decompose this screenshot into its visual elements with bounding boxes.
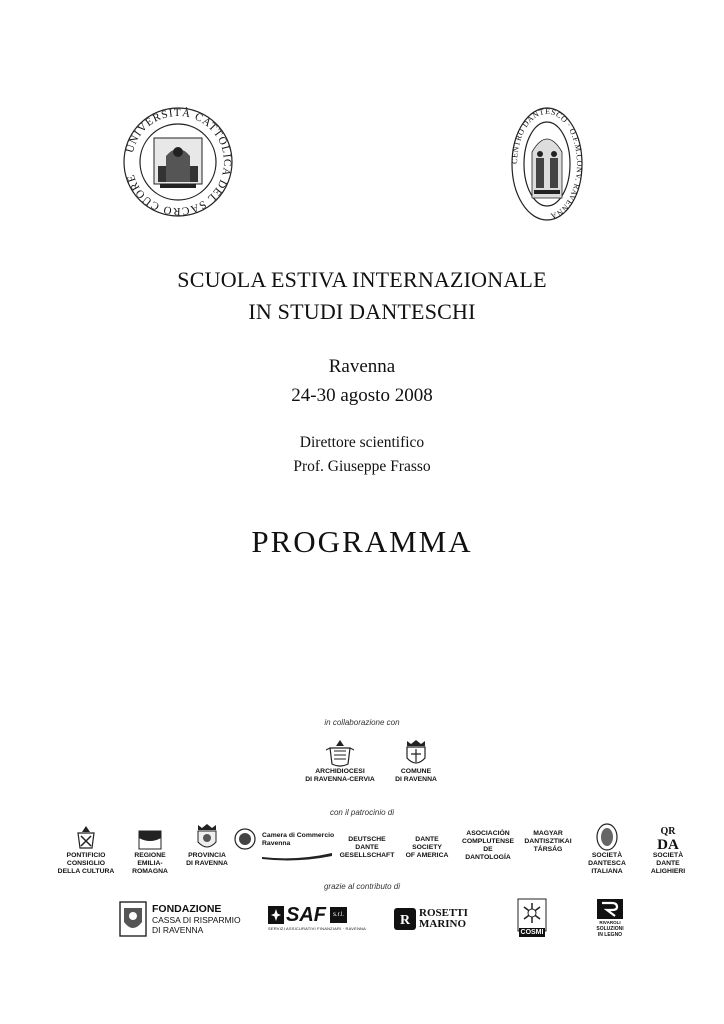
cosmi-label: COSMI xyxy=(520,929,544,936)
logo-deutsche-dante xyxy=(338,836,396,860)
sponsors-caption: grazie al contributo di xyxy=(323,882,401,891)
asociacion-label-1: ASOCIACIÓN xyxy=(466,830,510,837)
rivaroli-label-2: IN LEGNO xyxy=(597,932,623,938)
fondazione-label-2: CASSA DI RISPARMIO xyxy=(152,915,241,925)
logo-fondazione xyxy=(152,903,241,935)
svg-text:UNIVERSITÀ CATTOLICA DEL SACRO: UNIVERSITÀ CATTOLICA DEL SACRO CUORE xyxy=(123,106,234,218)
camera-seal-icon xyxy=(234,828,256,850)
societa-dantesca-label-2: ITALIANA xyxy=(591,868,623,875)
dante-alighieri-label-1: SOCIETÀ xyxy=(652,852,684,859)
logo-societa-dantesca xyxy=(578,822,636,876)
collaboration-caption: in collaborazione con xyxy=(324,718,400,727)
seal-university-icon xyxy=(122,106,234,218)
archidiocesi-label-2: DI RAVENNA-CERVIA xyxy=(305,776,375,783)
logo-comune xyxy=(386,738,446,784)
logo-societa-dante-alighieri xyxy=(640,822,696,876)
logo-magyar xyxy=(522,830,574,854)
camera-swoosh-icon xyxy=(262,851,332,861)
cosmi-symbol-icon xyxy=(517,898,547,932)
event-dates: 24-30 agosto 2008 xyxy=(291,385,433,406)
provincia-label-2: DI RAVENNA xyxy=(186,860,228,867)
saf-suffix: s.r.l. xyxy=(330,907,347,923)
svg-text:QR: QR xyxy=(660,826,676,837)
regione-flag-icon xyxy=(135,828,165,852)
pontificio-label-2: DELLA CULTURA xyxy=(57,868,115,875)
event-info xyxy=(0,352,724,410)
comune-label-2: DI RAVENNA xyxy=(395,776,437,783)
logo-asociacion xyxy=(458,830,518,862)
director-role: Direttore scientifico xyxy=(299,434,425,451)
logo-pontificio xyxy=(48,824,124,876)
fondazione-label-1: FONDAZIONE xyxy=(152,903,222,915)
archdiocese-crest-icon xyxy=(324,738,356,768)
saf-name: SAF xyxy=(286,904,326,926)
regione-label-1: REGIONE xyxy=(134,852,166,859)
fondazione-label-3: DI RAVENNA xyxy=(152,925,204,935)
rivaroli-mark-icon xyxy=(595,898,625,920)
magyar-label-3: TÁRSÁG xyxy=(533,846,563,853)
archidiocesi-label-1: ARCHIDIOCESI xyxy=(315,768,365,775)
regione-label-2: EMILIA-ROMAGNA xyxy=(132,860,168,875)
patronage-caption: con il patrocinio di xyxy=(329,808,395,817)
camera-label-2: Ravenna xyxy=(262,840,291,847)
rivaroli-label-1: SOLUZIONI xyxy=(596,926,624,932)
deutsche-label-2: GESELLSCHAFT xyxy=(339,852,395,859)
seal-universita-cattolica xyxy=(122,106,234,218)
director-info xyxy=(0,431,724,479)
logo-rivaroli xyxy=(590,898,630,938)
seal-centro-dantesco-icon xyxy=(510,106,584,222)
rosetti-label-1: ROSETTI xyxy=(419,907,468,919)
provincia-label-1: PROVINCIA xyxy=(188,852,226,859)
svg-text:R: R xyxy=(399,913,411,928)
svg-text:DA: DA xyxy=(657,837,679,852)
magyar-label-1: MAGYAR xyxy=(533,830,563,837)
asociacion-label-3: DANTOLOGÍA xyxy=(465,854,511,861)
logo-provincia xyxy=(184,822,230,868)
papal-keys-icon xyxy=(71,824,101,852)
societa-dantesca-emblem-icon xyxy=(595,822,619,852)
seal-centro-dantesco xyxy=(510,106,584,222)
saf-star-icon xyxy=(268,906,284,924)
rivaroli-name: RIVAROLI xyxy=(599,920,621,925)
logo-camera-seal xyxy=(234,828,256,855)
logo-dante-society xyxy=(400,836,454,860)
asociacion-label-2: COMPLUTENSE DE xyxy=(461,838,515,853)
logo-fondazione-crest xyxy=(118,900,148,943)
logo-regione xyxy=(122,828,178,876)
fondazione-crest-icon xyxy=(118,900,148,938)
magyar-label-2: DANTISZTIKAI xyxy=(524,838,572,845)
logo-cosmi xyxy=(516,898,548,937)
deutsche-label-1: DEUTSCHE DANTE xyxy=(348,836,386,851)
dante-alighieri-monogram-icon xyxy=(653,822,683,852)
logo-saf xyxy=(268,904,366,931)
pontificio-label-1: PONTIFICIO CONSIGLIO xyxy=(66,852,106,867)
logo-camera-commercio xyxy=(262,832,336,866)
logo-archidiocesi xyxy=(300,738,380,784)
saf-subtitle: SERVIZI ASSICURATIVI FINANZIARI · RAVENNA xyxy=(268,926,366,931)
programma-title: PROGRAMMA xyxy=(251,524,473,559)
societa-dantesca-label-1: SOCIETÀ DANTESCA xyxy=(588,852,626,867)
event-city: Ravenna xyxy=(328,356,396,377)
dante-society-label-1: DANTE SOCIETY xyxy=(412,836,442,851)
director-name: Prof. Giuseppe Frasso xyxy=(293,458,431,475)
dante-society-label-2: OF AMERICA xyxy=(405,852,449,859)
svg-text:CENTRO DANTESCO · O.F.M.CONV.: CENTRO DANTESCO · O.F.M.CONV. RAVENNA xyxy=(510,106,584,221)
comune-label-1: COMUNE xyxy=(400,768,432,775)
logo-rosetti-marino xyxy=(394,908,468,930)
comune-crest-icon xyxy=(403,738,429,768)
dante-alighieri-label-2: DANTE ALIGHIERI xyxy=(650,860,686,875)
camera-label-1: Camera di Commercio xyxy=(262,832,335,839)
heading-line-2: IN STUDI DANTESCHI xyxy=(248,299,476,324)
heading-line-1: SCUOLA ESTIVA INTERNAZIONALE xyxy=(177,267,547,292)
rosetti-badge-icon xyxy=(394,908,416,930)
rosetti-label-2: MARINO xyxy=(419,918,467,930)
heading xyxy=(0,264,724,328)
provincia-crest-icon xyxy=(195,822,219,852)
